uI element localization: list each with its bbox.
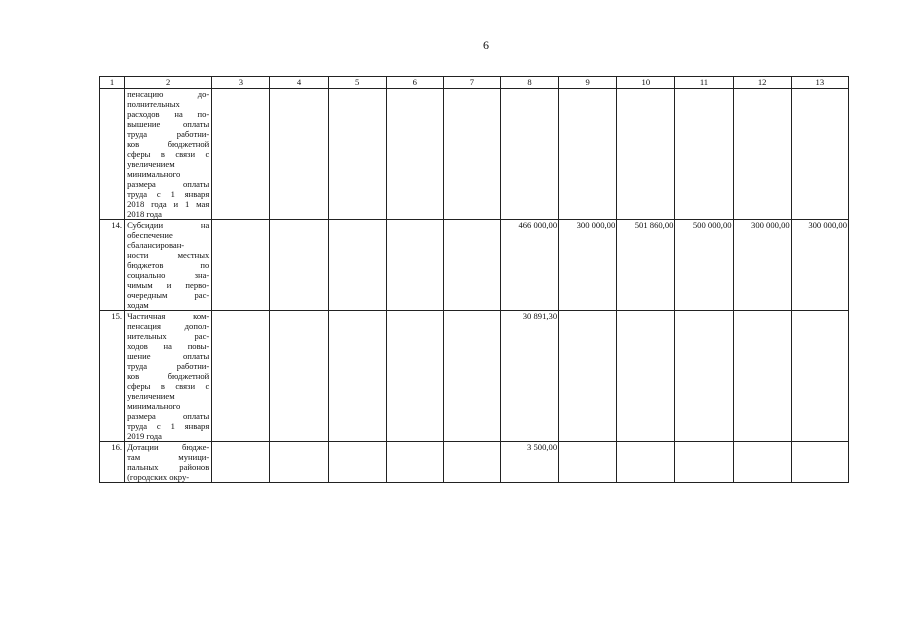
value-cell-col-8: 3 500,00 — [500, 442, 558, 483]
description-line: 2018 года и 1 мая — [127, 199, 210, 209]
header-cell-11: 11 — [675, 77, 733, 89]
description-line: социально зна- — [127, 270, 210, 280]
value-cell-col-4 — [270, 442, 328, 483]
table-row — [100, 220, 849, 311]
table-row — [100, 442, 849, 483]
value-cell-col-7 — [443, 89, 500, 220]
value-cell-col-3 — [212, 89, 270, 220]
description-line: ходов на повы- — [127, 341, 210, 351]
value-cell-col-5 — [328, 220, 386, 311]
row-number: 16. — [100, 442, 125, 483]
header-row — [100, 77, 849, 89]
description-line: расходов на по- — [127, 109, 210, 119]
description-line: полнительных — [127, 99, 180, 109]
value-cell-col-8: 466 000,00 — [500, 220, 558, 311]
description-line: Частичная ком- — [127, 311, 210, 321]
description-line: пенсация допол- — [127, 321, 210, 331]
value-cell-col-7 — [443, 311, 500, 442]
value-cell-col-11: 500 000,00 — [675, 220, 733, 311]
header-cell-12: 12 — [733, 77, 791, 89]
row-description — [125, 220, 212, 311]
description-line: (городских окру- — [127, 472, 190, 482]
value-cell-col-10 — [617, 89, 675, 220]
value-cell-col-6 — [386, 89, 443, 220]
value-cell-col-11 — [675, 442, 733, 483]
value-cell-col-10: 501 860,00 — [617, 220, 675, 311]
header-cell-6: 6 — [386, 77, 443, 89]
header-cell-7: 7 — [443, 77, 500, 89]
value-cell-col-3 — [212, 442, 270, 483]
value-cell-col-9: 300 000,00 — [559, 220, 617, 311]
table-row — [100, 311, 849, 442]
description-line: Субсидии на — [127, 220, 210, 230]
description-line: увеличением — [127, 159, 175, 169]
value-cell-col-12 — [733, 442, 791, 483]
description-line: минимального — [127, 169, 181, 179]
description-line: 2018 года — [127, 209, 162, 219]
header-cell-3: 3 — [212, 77, 270, 89]
description-line: бюджетов по — [127, 260, 210, 270]
value-cell-col-9 — [559, 311, 617, 442]
header-cell-8: 8 — [500, 77, 558, 89]
value-cell-col-13 — [791, 89, 848, 220]
budget-table — [99, 76, 849, 483]
header-cell-10: 10 — [617, 77, 675, 89]
header-cell-4: 4 — [270, 77, 328, 89]
value-cell-col-4 — [270, 220, 328, 311]
header-cell-5: 5 — [328, 77, 386, 89]
value-cell-col-4 — [270, 311, 328, 442]
description-line: сбалансирован- — [127, 240, 185, 250]
description-line: пальных районов — [127, 462, 210, 472]
value-cell-col-7 — [443, 442, 500, 483]
table-row — [100, 89, 849, 220]
value-cell-col-3 — [212, 311, 270, 442]
description-line: ходам — [127, 300, 149, 310]
description-line: нительных рас- — [127, 331, 210, 341]
description-line: труда с 1 января — [127, 189, 210, 199]
value-cell-col-11 — [675, 311, 733, 442]
value-cell-col-10 — [617, 442, 675, 483]
description-line: обеспечение — [127, 230, 173, 240]
header-cell-2: 2 — [125, 77, 212, 89]
value-cell-col-6 — [386, 442, 443, 483]
header-cell-1: 1 — [100, 77, 125, 89]
value-cell-col-12 — [733, 89, 791, 220]
row-number: 14. — [100, 220, 125, 311]
description-line: Дотации бюдже- — [127, 442, 210, 452]
value-cell-col-11 — [675, 89, 733, 220]
description-line: сферы в связи с — [127, 381, 210, 391]
value-cell-col-6 — [386, 220, 443, 311]
value-cell-col-9 — [559, 89, 617, 220]
value-cell-col-5 — [328, 442, 386, 483]
description-line: размера оплаты — [127, 411, 210, 421]
row-number — [100, 89, 125, 220]
value-cell-col-10 — [617, 311, 675, 442]
row-description — [125, 89, 212, 220]
value-cell-col-12 — [733, 311, 791, 442]
description-line: 2019 года — [127, 431, 162, 441]
value-cell-col-4 — [270, 89, 328, 220]
header-cell-13: 13 — [791, 77, 848, 89]
value-cell-col-8: 30 891,30 — [500, 311, 558, 442]
row-description — [125, 442, 212, 483]
description-line: труда с 1 января — [127, 421, 210, 431]
description-line: там муници- — [127, 452, 210, 462]
value-cell-col-7 — [443, 220, 500, 311]
description-line: ков бюджетной — [127, 371, 210, 381]
description-line: сферы в связи с — [127, 149, 210, 159]
value-cell-col-9 — [559, 442, 617, 483]
row-description — [125, 311, 212, 442]
value-cell-col-13 — [791, 311, 848, 442]
description-line: минимального — [127, 401, 181, 411]
description-line: ков бюджетной — [127, 139, 210, 149]
value-cell-col-5 — [328, 311, 386, 442]
description-line: труда работни- — [127, 129, 210, 139]
table-body — [100, 89, 849, 483]
value-cell-col-8 — [500, 89, 558, 220]
description-line: размера оплаты — [127, 179, 210, 189]
description-line: увеличением — [127, 391, 175, 401]
page-number: 6 — [483, 38, 489, 52]
description-line: чимым и перво- — [127, 280, 210, 290]
value-cell-col-13: 300 000,00 — [791, 220, 848, 311]
value-cell-col-5 — [328, 89, 386, 220]
value-cell-col-6 — [386, 311, 443, 442]
description-line: пенсацию до- — [127, 89, 210, 99]
description-line: очередным рас- — [127, 290, 210, 300]
value-cell-col-13 — [791, 442, 848, 483]
header-cell-9: 9 — [559, 77, 617, 89]
row-number: 15. — [100, 311, 125, 442]
value-cell-col-12: 300 000,00 — [733, 220, 791, 311]
description-line: вышение оплаты — [127, 119, 210, 129]
description-line: ности местных — [127, 250, 210, 260]
description-line: шение оплаты — [127, 351, 210, 361]
value-cell-col-3 — [212, 220, 270, 311]
description-line: труда работни- — [127, 361, 210, 371]
